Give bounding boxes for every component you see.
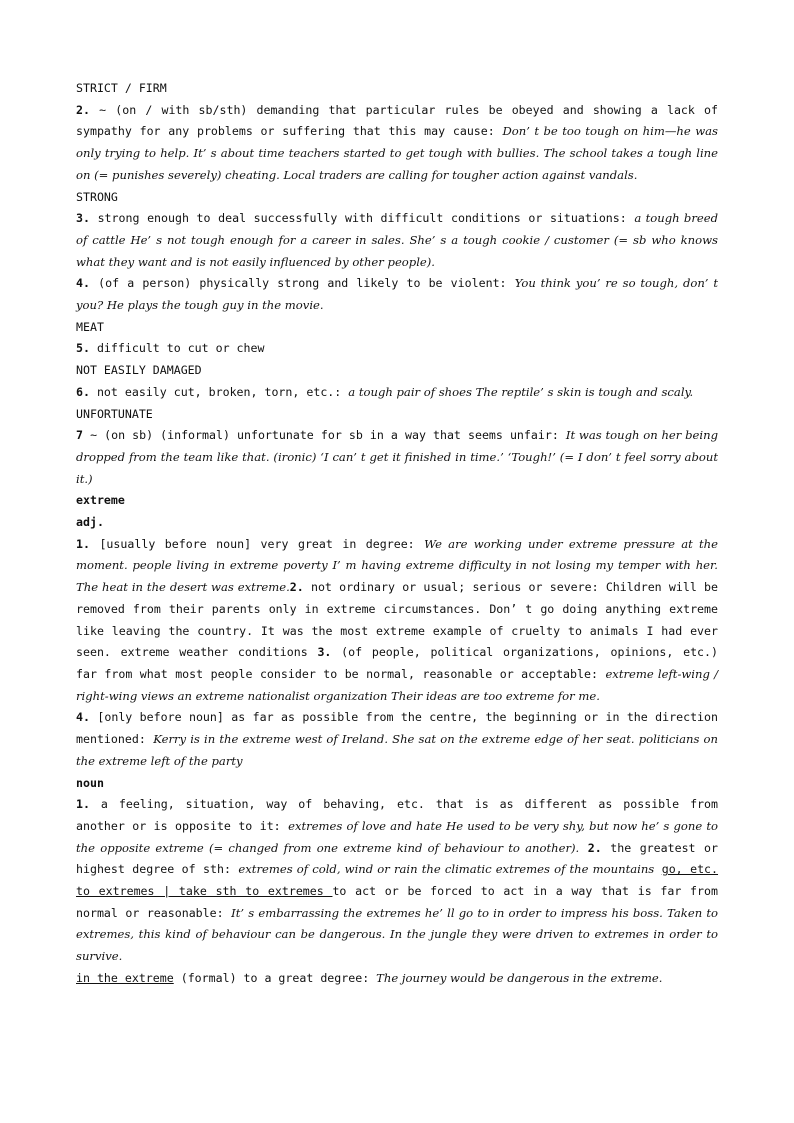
definition-text: not easily cut, broken, torn, etc.:: [96, 384, 349, 399]
sense-number: 2.: [289, 580, 311, 595]
idiom-phrase: in the extreme: [76, 970, 174, 985]
sense-number: 4.: [76, 710, 98, 725]
sense-number: 7: [76, 428, 91, 443]
definition-text: difficult to cut or chew: [96, 341, 265, 356]
definition-text: the greatest or highest degree of sth:: [76, 840, 719, 877]
definition-paragraph: [76, 794, 718, 968]
sense-number: 2.: [587, 840, 611, 855]
definition-text: [usually before noun] very great in degree:: [99, 536, 425, 551]
example-text: a tough pair of shoes The reptile’ s skin is tough and scaly.: [348, 384, 694, 399]
definition-text: (formal) to a great degree:: [173, 970, 377, 985]
entry-headword: extreme: [76, 493, 125, 508]
definition-text: ~ (on / with sb/sth) demanding that particular rules be obeyed and showing a lack of sympathy for any problems or suffering that this may cause:: [76, 102, 718, 139]
sense-heading: STRONG: [76, 189, 118, 204]
sense-number: 5.: [76, 341, 97, 356]
definition-paragraph: [76, 273, 718, 316]
example-text: extremes of love and hate He used to be very shy, but now he’ s gone to the opposite extreme (= changed from one extreme kind of behaviour to another).: [76, 818, 718, 855]
example-text: extreme left-wing / right-wing views an extreme nationalist organization Their ideas are too extreme for me.: [76, 666, 718, 703]
dictionary-page: [76, 78, 718, 990]
definition-text: not ordinary or usual; serious or severe: Children will be removed from their parents only in extreme circumstances. Don’ t go doing anything extreme like leaving the country. It was the most extreme example of cruelty to animals I had ever seen. extreme weather conditions: [76, 580, 718, 660]
definition-text: (of a person) physically strong and likely to be violent:: [98, 276, 515, 291]
definition-paragraph: [76, 968, 718, 990]
definition-text: (of people, political organizations, opinions, etc.) far from what most people consider to be normal, reasonable or acceptable:: [76, 645, 718, 681]
entry-headword: noun: [76, 775, 104, 790]
example-text: We are working under extreme pressure at the moment. people living in extreme poverty I’ m having extreme difficulty in not losing my temper with her. The heat in the desert was extreme.: [76, 536, 718, 595]
sense-heading: UNFORTUNATE: [76, 406, 153, 421]
definition-text: to act or be forced to act in a way that is far from normal or reasonable:: [76, 884, 718, 920]
definition-text: [only before noun] as far as possible from the centre, the beginning or in the direction mentioned:: [76, 710, 718, 747]
definition-text: [579, 841, 588, 855]
sense-number: 2.: [76, 102, 100, 117]
sense-number: 4.: [76, 276, 99, 291]
example-text: You think you’ re so tough, don’ t you? He plays the tough guy in the movie.: [76, 276, 719, 313]
definition-paragraph: [76, 100, 718, 187]
example-text: a tough breed of cattle He’ s not tough enough for a career in sales. She’ s a tough cookie / customer (= sb who knows what they want and is not easily influenced by other people).: [76, 211, 719, 269]
sense-number: 1.: [76, 536, 100, 551]
sense-number: 6.: [76, 384, 97, 399]
sense-heading: MEAT: [76, 319, 104, 334]
example-text: extremes of cold, wind or rain the climatic extremes of the mountains: [238, 862, 655, 877]
example-text: The journey would be dangerous in the extreme.: [376, 970, 663, 985]
sense-number: 1.: [76, 797, 101, 812]
definition-text: a feeling, situation, way of behaving, etc. that is as different as possible from another or is opposite to it:: [76, 797, 718, 833]
example-text: Kerry is in the extreme west of Ireland. She sat on the extreme edge of her seat. politicians on the extreme left of the party: [76, 732, 718, 768]
entry-headword: adj.: [76, 515, 104, 530]
definition-text: [654, 862, 661, 876]
sense-heading: STRICT / FIRM: [76, 81, 167, 95]
definition-text: strong enough to deal successfully with difficult conditions or situations:: [97, 211, 635, 226]
sense-heading: NOT EASILY DAMAGED: [76, 363, 202, 378]
definition-paragraph: [76, 534, 718, 708]
sense-number: 3.: [76, 211, 98, 226]
definition-paragraph: [76, 425, 718, 490]
definition-paragraph: [76, 707, 718, 772]
example-text: Don’ t be too tough on him—he was only trying to help. It’ s about time teachers started to get tough with bullies. The school takes a tough line on (= punishes severely) cheating. Local traders are calling for tougher action against vandals.: [76, 124, 718, 182]
definition-paragraph: [76, 338, 718, 360]
idiom-phrase: go, etc. to extremes | take sth to extremes: [76, 862, 719, 899]
definition-paragraph: [76, 382, 718, 404]
definition-text: ~ (on sb) (informal) unfortunate for sb in a way that seems unfair:: [90, 428, 566, 443]
sense-number: 3.: [317, 645, 342, 660]
definition-paragraph: [76, 208, 718, 273]
example-text: It was tough on her being dropped from the team like that. (ironic) ‘I can’ t get it finished in time.’ ‘Tough!’ (= I don’ t feel sorry about it.): [76, 428, 718, 486]
example-text: It’ s embarrassing the extremes he’ ll go to in order to impress his boss. Taken to extremes, this kind of behaviour can be dangerous. In the jungle they were driven to extremes in order to survive.: [76, 905, 718, 964]
